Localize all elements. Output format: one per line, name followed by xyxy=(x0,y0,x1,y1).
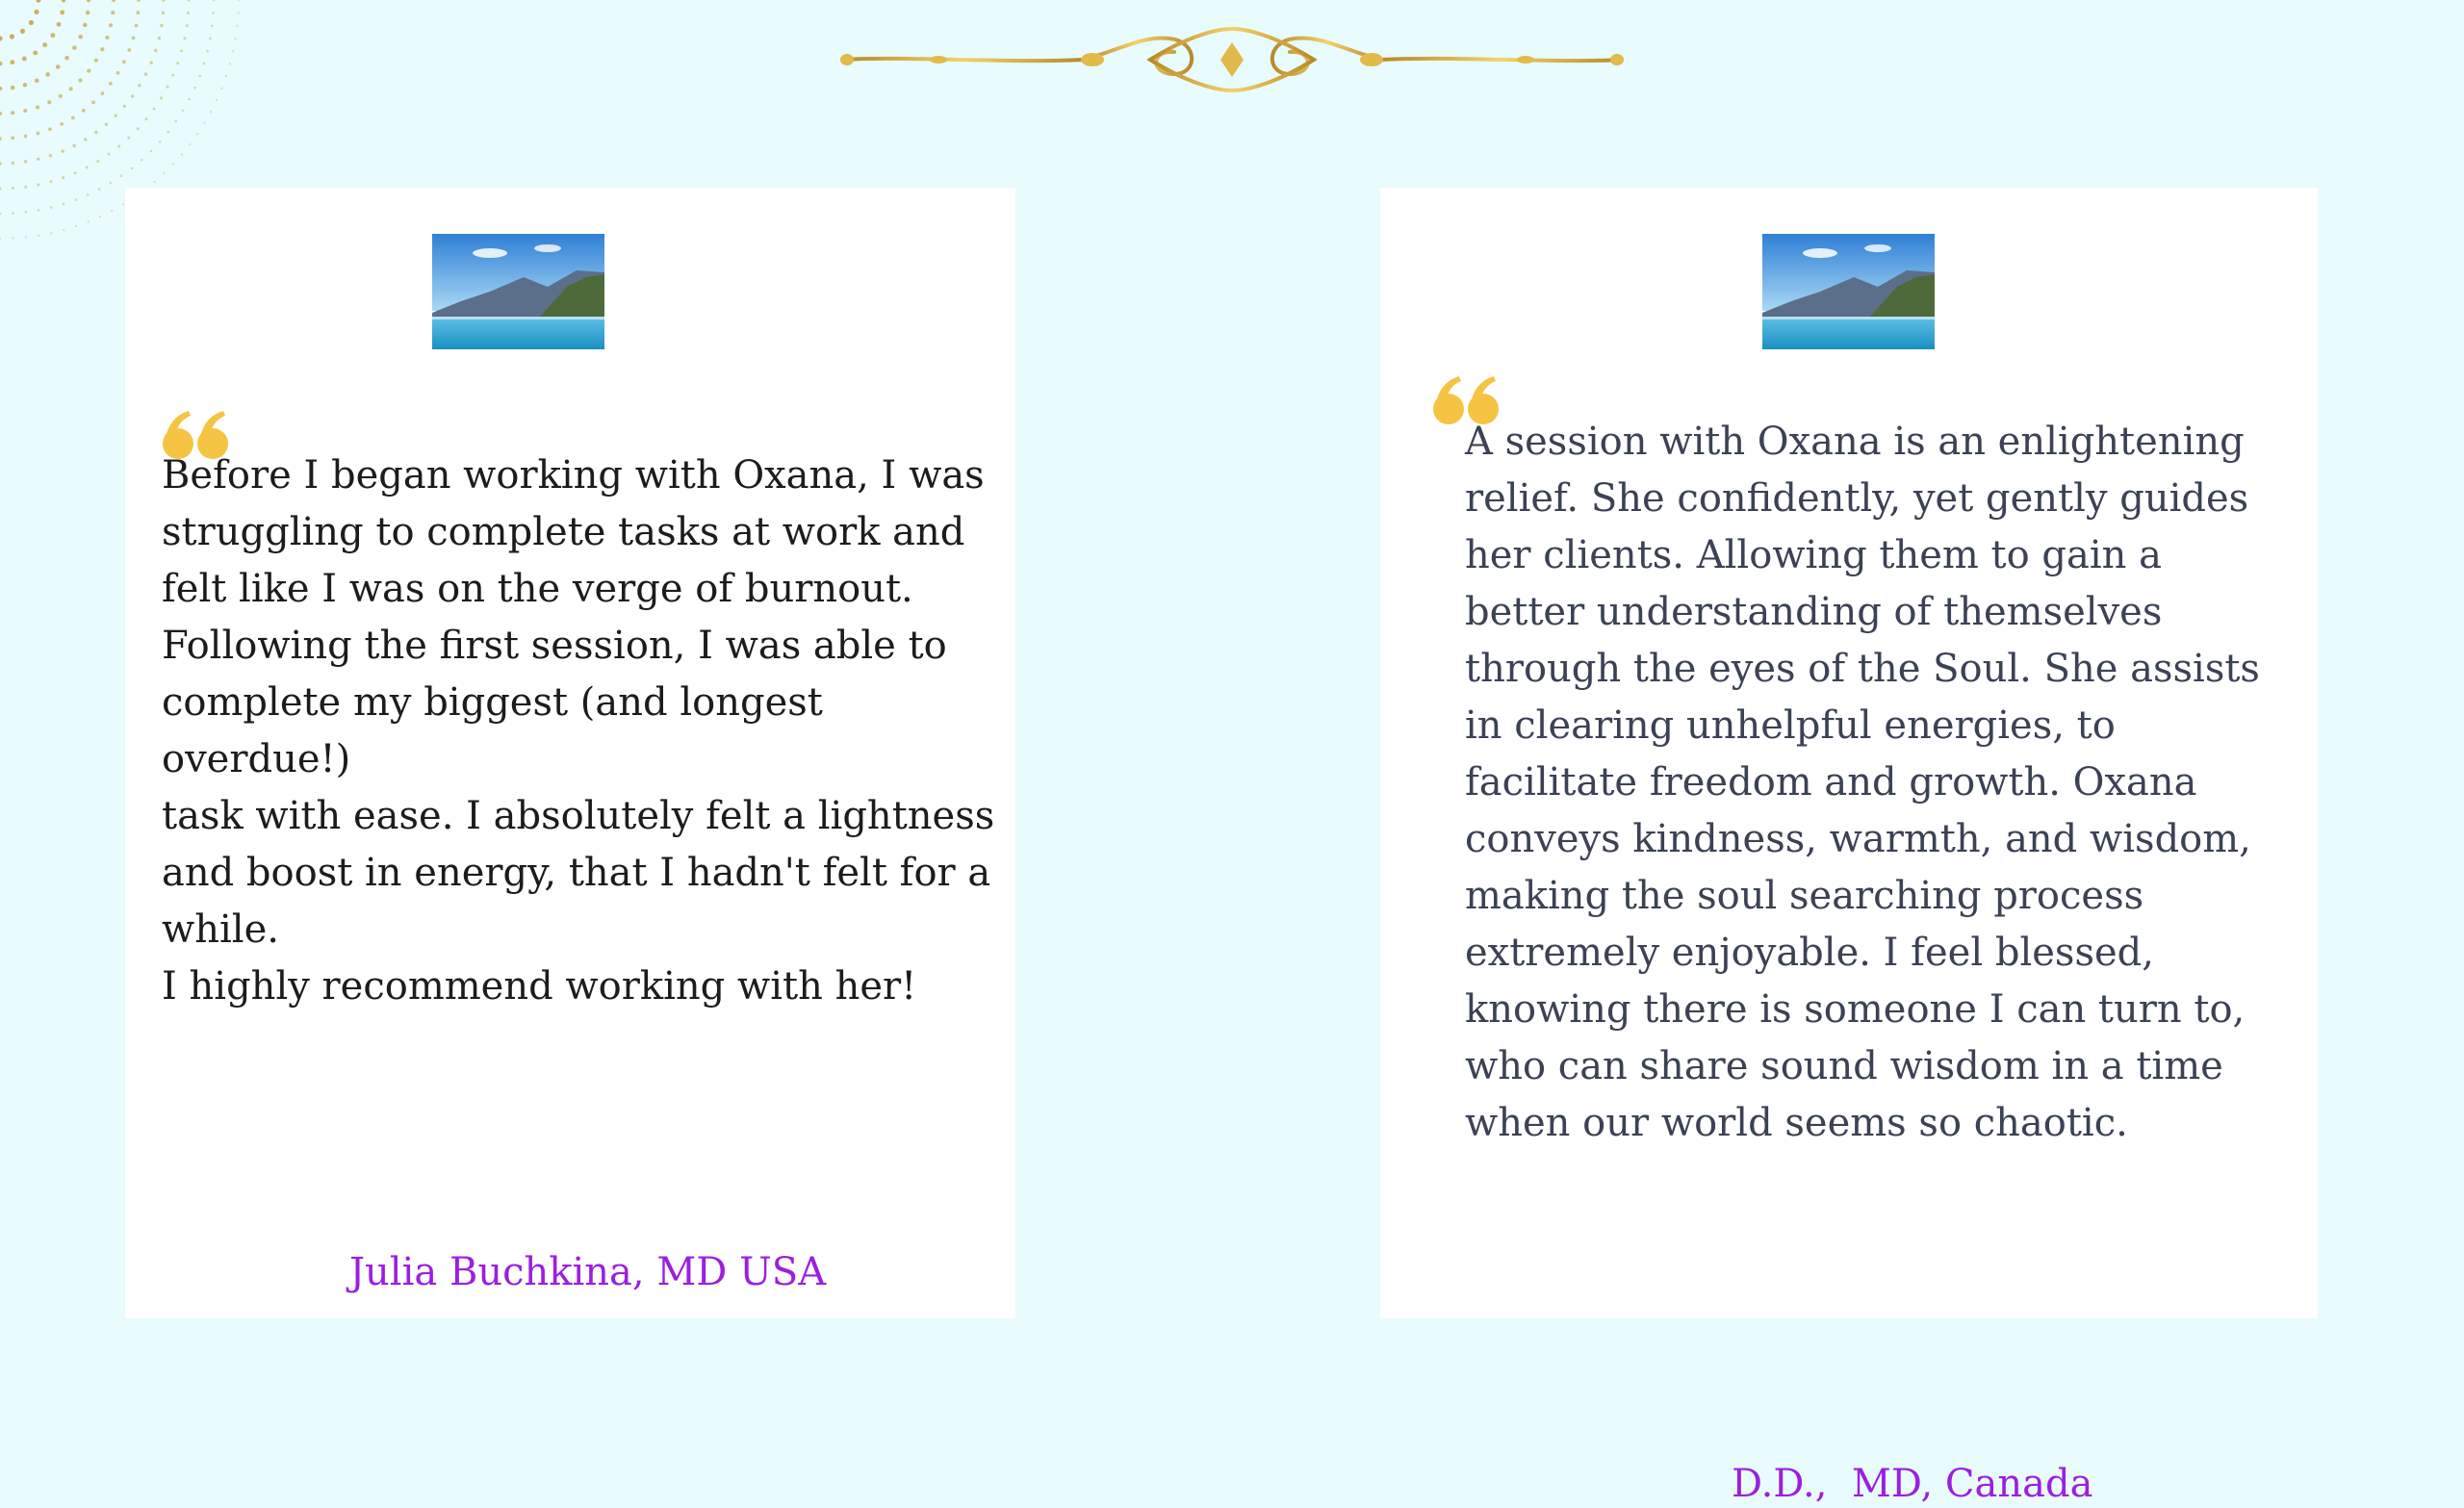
testimonial-card-dd xyxy=(1380,188,2318,1506)
testimonial-quote-text: A session with Oxana is an enlightening relief. She confidently, yet gently guides her clients. Allowing them to gain a better understanding of themselves through the eyes of the Soul. She assists in clearing unhelpful energies, to facilitate freedom and growth. Oxana conveys kindness, warmth, and wisdom, making the soul searching process extremely enjoyable. I feel blessed, knowing there is someone I can turn to, who can share sound wisdom in a time when our world seems so chaotic. xyxy=(1465,420,2260,1145)
testimonial-card-julia xyxy=(125,188,1015,1318)
gold-flourish-divider-icon xyxy=(833,21,1631,98)
testimonial-author: Julia Buchkina, MD USA xyxy=(349,1250,827,1294)
testimonial-quote-text: Before I began working with Oxana, I was struggling to complete tasks at work and felt like I was on the verge of burnout. Following the first session, I was able to complete my biggest (and longest overdue!) task with ease. I absolutely felt a lightness and boost in energy, that I hadn't felt for a while. I highly recommend working with her! xyxy=(162,453,995,1009)
lake-mountain-landscape-icon xyxy=(1762,234,1935,349)
testimonial-author: D.D., MD, Canada xyxy=(1732,1462,2093,1506)
lake-mountain-landscape-icon xyxy=(432,234,604,349)
